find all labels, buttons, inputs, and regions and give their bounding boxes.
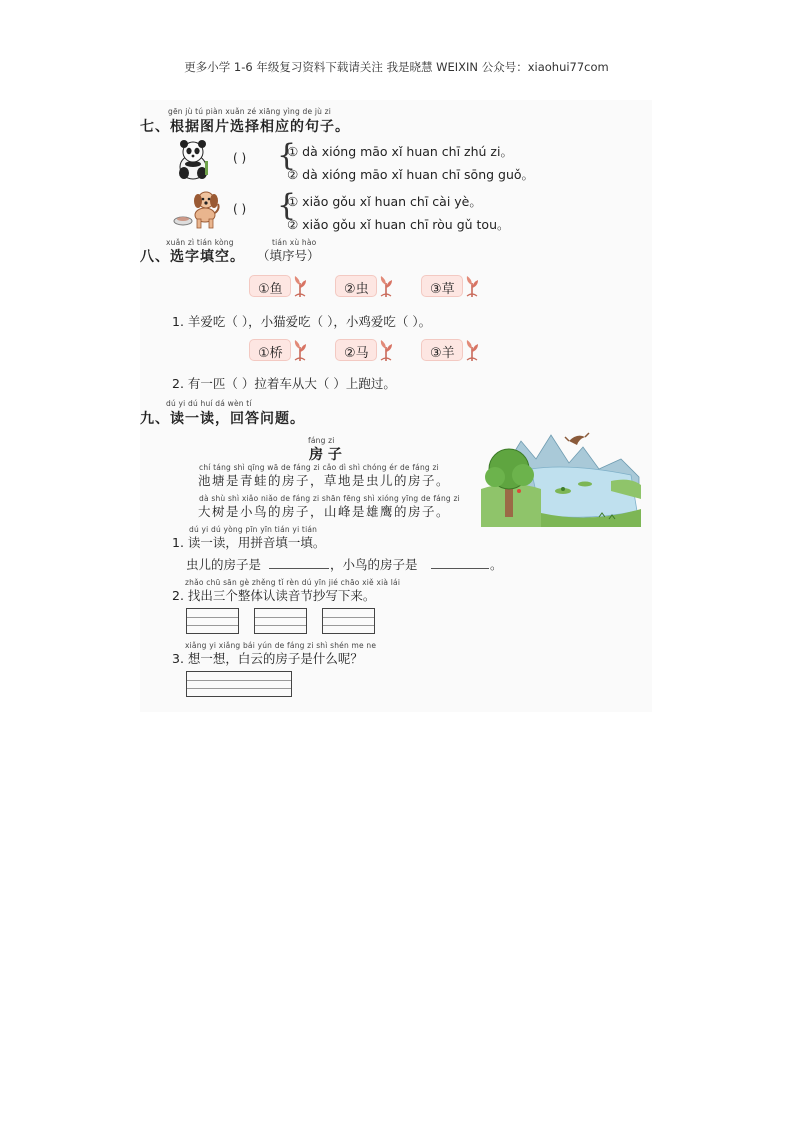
q9-1-prompt: 1. 读一读，用拼音填一填。 xyxy=(172,535,326,550)
q7-2-brace: { xyxy=(277,188,297,223)
sprout-icon xyxy=(379,339,393,361)
q7-2-answer-paren[interactable]: ( ) xyxy=(233,202,247,216)
q9-3-prompt: 3. 想一想，白云的房子是什么呢？ xyxy=(172,651,363,666)
sprout-icon xyxy=(465,339,479,361)
choice-insect[interactable]: ②虫 xyxy=(335,275,377,297)
q9-2-prompt: 2. 找出三个整体认读音节抄写下来。 xyxy=(172,588,376,603)
q7-1-option-1: ① dà xióng māo xǐ huan chī zhú zi。 xyxy=(287,144,513,159)
section8-subtitle: （填序号） xyxy=(257,248,320,263)
q7-1-answer-paren[interactable]: ( ) xyxy=(233,151,247,165)
section8-pinyin: xuǎn zì tián kòng xyxy=(166,238,234,247)
q7-2-option-2: ② xiǎo gǒu xǐ huan chī ròu gǔ tou。 xyxy=(287,217,510,232)
q9-2-answer-box-2[interactable] xyxy=(254,608,307,634)
story-title: 房 子 xyxy=(309,447,342,463)
story-line1-pinyin: chí táng shì qīng wā de fáng zi cǎo dì shì chóng ér de fáng zi xyxy=(199,463,439,472)
panda-image xyxy=(175,139,211,181)
q8-1-sentence: 1. 羊爱吃（ ），小猫爱吃（ ），小鸡爱吃（ ）。 xyxy=(172,314,432,329)
q9-2-answer-box-3[interactable] xyxy=(322,608,375,634)
q9-2-pinyin: zhǎo chū sān gè zhěng tǐ rèn dú yīn jié chāo xiě xià lái xyxy=(185,578,401,587)
choice-grass[interactable]: ③草 xyxy=(421,275,463,297)
sprout-icon xyxy=(379,275,393,297)
q9-1-pinyin: dú yi dú yòng pīn yīn tián yi tián xyxy=(189,525,318,534)
sprout-icon xyxy=(293,275,307,297)
section8-subtitle-pinyin: tián xù hào xyxy=(272,238,317,247)
choice-sheep[interactable]: ③羊 xyxy=(421,339,463,361)
landscape-illustration xyxy=(481,429,641,527)
q9-1-blank-1[interactable] xyxy=(269,568,329,569)
q8-2-sentence: 2. 有一匹（ ）拉着车从大（ ）上跑过。 xyxy=(172,376,396,391)
page-header: 更多小学 1-6 年级复习资料下载请关注 我是晓慧 WEIXIN 公众号：xiaohui77com xyxy=(184,60,609,74)
q9-2-answer-box-1[interactable] xyxy=(186,608,239,634)
story-line2-pinyin: dà shù shì xiǎo niǎo de fáng zi shān fēng shì xióng yīng de fáng zi xyxy=(199,494,460,503)
puppy-image xyxy=(173,189,221,229)
choice-horse[interactable]: ②马 xyxy=(335,339,377,361)
section7-pinyin: gēn jù tú piàn xuǎn zé xiāng yìng de jù zi xyxy=(168,107,332,116)
story-line1: 池塘是青蛙的房子，草地是虫儿的房子。 xyxy=(198,473,451,488)
q9-1-text-b: ，小鸟的房子是 xyxy=(330,557,418,572)
sprout-icon xyxy=(293,339,307,361)
section9-pinyin: dú yi dú huí dá wèn tí xyxy=(166,399,252,408)
story-title-pinyin: fáng zi xyxy=(308,436,335,445)
q9-1-text-a: 虫儿的房子是 xyxy=(186,557,262,572)
q9-3-answer-box[interactable] xyxy=(186,671,292,697)
choice-fish[interactable]: ①鱼 xyxy=(249,275,291,297)
q7-1-brace: { xyxy=(277,138,297,173)
q9-1-text-c: 。 xyxy=(490,557,503,572)
story-line2: 大树是小鸟的房子，山峰是雄鹰的房子。 xyxy=(198,504,451,519)
q9-3-pinyin: xiǎng yi xiǎng bái yún de fáng zi shì shén me ne xyxy=(185,641,377,650)
q9-1-blank-2[interactable] xyxy=(431,568,489,569)
choice-bridge[interactable]: ①桥 xyxy=(249,339,291,361)
section9-title: 九、读一读，回答问题。 xyxy=(140,411,305,427)
section8-title: 八、选字填空。 xyxy=(140,249,245,265)
section7-title: 七、根据图片选择相应的句子。 xyxy=(140,119,350,135)
q7-2-option-1: ① xiǎo gǒu xǐ huan chī cài yè。 xyxy=(287,194,482,209)
q7-1-option-2: ② dà xióng māo xǐ huan chī sōng guǒ。 xyxy=(287,167,535,182)
sprout-icon xyxy=(465,275,479,297)
